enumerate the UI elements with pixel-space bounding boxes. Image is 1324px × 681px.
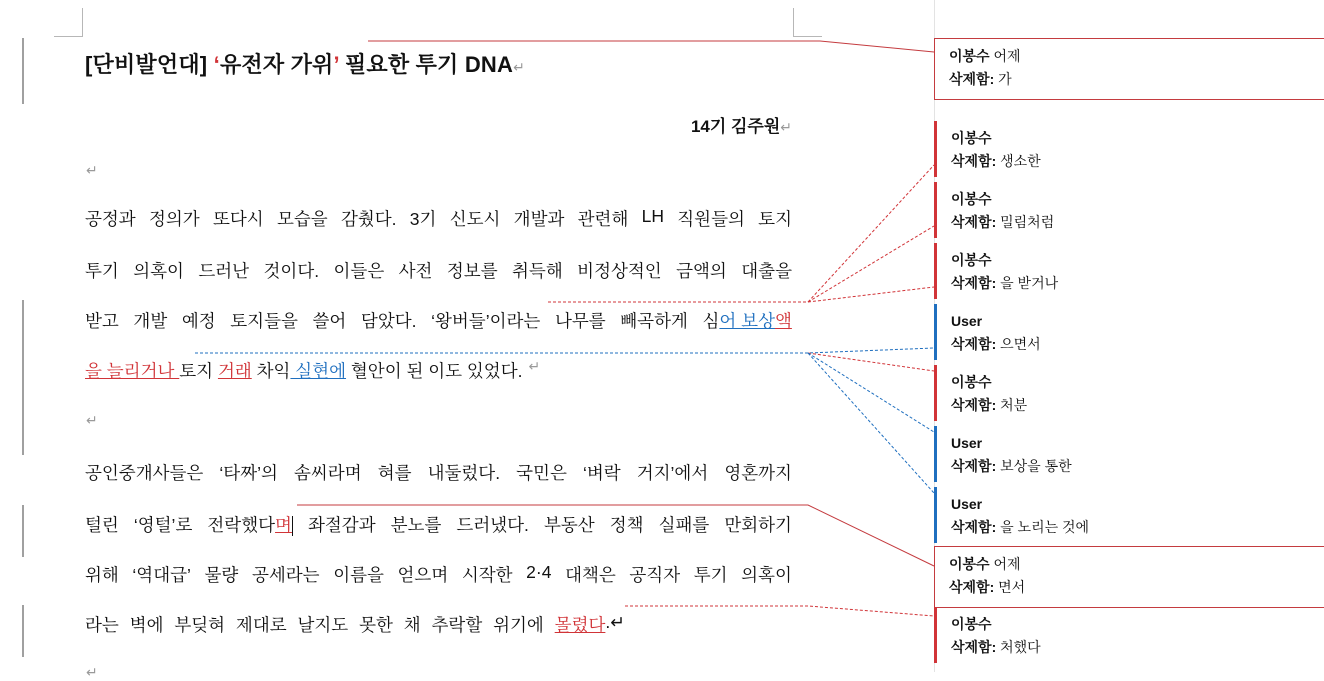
comment-author: User	[951, 435, 983, 451]
word: 비정상적인	[577, 261, 662, 281]
word: 정보를	[446, 261, 498, 281]
comment-author: 이봉수	[951, 191, 992, 207]
word: 담았다.	[360, 311, 417, 331]
text-line[interactable]	[85, 460, 792, 485]
word: ‘왕버들’이라는	[431, 311, 541, 331]
word: 정의가	[148, 209, 200, 229]
empty-paragraph-mark: ↵	[86, 412, 98, 428]
deleted-label: 삭제함:	[951, 639, 997, 655]
comment-header	[951, 371, 1324, 394]
comment-author: 이봉수	[951, 130, 992, 146]
word: 또다시	[212, 209, 264, 229]
comment-author: 이봉수	[951, 616, 992, 632]
word: 전락했다며	[207, 515, 292, 535]
word: 투기	[85, 261, 119, 281]
word: 분노를	[390, 515, 442, 535]
word: 국민은	[516, 463, 567, 483]
word: 의혹이	[741, 565, 792, 585]
word: 금액의	[676, 261, 727, 281]
text-line[interactable]	[85, 258, 792, 283]
change-bar	[22, 300, 24, 455]
comment-balloon[interactable]	[934, 38, 1324, 100]
insertion-red: 을 늘리거나	[85, 361, 180, 381]
empty-paragraph-mark: ↵	[86, 162, 98, 178]
insertion-blue: 어 보상	[719, 311, 775, 331]
comment-balloon[interactable]	[934, 487, 1324, 543]
empty-paragraph-mark: ↵	[86, 664, 98, 680]
comment-balloon[interactable]	[934, 426, 1324, 482]
line-text: 차익	[251, 361, 291, 381]
author-name: 14기 김주원	[690, 117, 781, 136]
word: 토지	[758, 209, 792, 229]
line-end: .↵	[605, 612, 625, 632]
word: 2·4	[526, 562, 552, 582]
comment-balloon[interactable]	[934, 546, 1324, 608]
word: 받고	[85, 311, 119, 331]
page-corner-top-left	[54, 8, 83, 37]
word: 모습을	[276, 209, 328, 229]
text-cursor	[292, 516, 293, 536]
word: 드러냈다.	[456, 515, 529, 535]
word: ‘영털’로	[133, 515, 193, 535]
deleted-label: 삭제함:	[949, 71, 995, 87]
word: 공세라는	[251, 565, 320, 585]
line-text: 토지	[179, 361, 218, 381]
word: 시작한	[461, 565, 513, 585]
word: 만회하기	[724, 515, 792, 535]
comment-header	[951, 493, 1324, 516]
deleted-label: 삭제함:	[951, 153, 997, 169]
comment-header	[949, 553, 1324, 576]
word: ‘타짜’의	[219, 463, 278, 483]
deleted-text: 처분	[1000, 397, 1028, 413]
deleted-text: 밀림처럼	[1000, 214, 1055, 230]
word: 영혼까지	[724, 463, 792, 483]
word: 공정과	[85, 209, 136, 229]
comment-author: 이봉수	[951, 252, 992, 268]
comment-author: 이봉수	[951, 374, 992, 390]
comment-header	[949, 45, 1324, 68]
comment-header	[951, 188, 1324, 211]
word: 감췄다.	[340, 209, 397, 229]
insertion-red: 거래	[217, 361, 252, 381]
word: 혀를	[377, 463, 412, 483]
deleted-text: 처했다	[1000, 639, 1041, 655]
insertion-red: 액	[774, 311, 792, 331]
word: 관련해	[577, 209, 629, 229]
word: 공인중개사들은	[85, 463, 204, 483]
deleted-label: 삭제함:	[949, 579, 995, 595]
word: ‘역대급’	[132, 565, 191, 585]
word: 대책은	[565, 565, 616, 585]
title-suffix: 필요한 투기 DNA	[339, 52, 514, 77]
comment-body	[951, 272, 1324, 295]
title-word: 유전자 가위	[219, 52, 334, 77]
word: 3기	[409, 209, 437, 229]
title-prefix: [단비발언대]	[85, 52, 214, 77]
comment-balloon[interactable]	[934, 304, 1324, 360]
comment-author: 이봉수	[949, 556, 990, 572]
comment-time: 어제	[993, 556, 1021, 572]
word: 사전	[398, 261, 433, 281]
comment-author: User	[951, 496, 983, 512]
word: 얻으며	[397, 565, 449, 585]
comment-body	[951, 636, 1324, 659]
comment-body	[951, 211, 1324, 234]
word: 대출을	[741, 261, 792, 281]
text-line[interactable]	[85, 512, 792, 537]
comment-body	[951, 516, 1324, 539]
comment-body	[949, 68, 1324, 91]
deleted-text: 생소한	[1000, 153, 1041, 169]
word: 토지들을	[230, 311, 298, 331]
word: 내둘렀다.	[427, 463, 501, 483]
insertion-red: 몰렸다	[554, 615, 606, 635]
comment-time: 어제	[993, 48, 1021, 64]
pilcrow: ↵	[528, 358, 541, 374]
comment-balloon[interactable]	[934, 607, 1324, 663]
comment-balloon[interactable]	[934, 365, 1324, 421]
text-line[interactable]	[85, 358, 792, 383]
word: 이름을	[333, 565, 384, 585]
change-bar	[22, 38, 24, 104]
comment-author: 이봉수	[949, 48, 990, 64]
deleted-label: 삭제함:	[951, 214, 997, 230]
word: 예정	[181, 311, 216, 331]
word: 취득해	[512, 261, 563, 281]
comment-body	[951, 333, 1324, 356]
document-title[interactable]	[85, 48, 525, 79]
deleted-text: 면서	[998, 579, 1026, 595]
page-corner-top-right	[793, 8, 822, 37]
insertion-red: 며	[275, 515, 292, 535]
word: 정책	[609, 515, 644, 535]
word: 개발과	[513, 209, 565, 229]
word: 의혹이	[133, 261, 184, 281]
text-line[interactable]	[85, 562, 792, 587]
comment-body	[951, 455, 1324, 478]
deleted-label: 삭제함:	[951, 519, 997, 535]
word: 이들은	[333, 261, 385, 281]
author-line[interactable]	[691, 112, 792, 137]
word: 물량	[204, 565, 239, 585]
word: 위해	[85, 565, 119, 585]
word: 신도시	[449, 209, 501, 229]
comment-author: User	[951, 313, 983, 329]
change-bar	[22, 505, 24, 557]
text-line[interactable]	[85, 206, 792, 231]
line-text: 라는 벽에 부딪혀 제대로 날지도 못한 채 추락할 위기에	[85, 615, 555, 635]
comment-header	[951, 613, 1324, 636]
word: 부동산	[543, 515, 595, 535]
deleted-label: 삭제함:	[951, 275, 997, 291]
deleted-text: 을 받거나	[1000, 275, 1059, 291]
word: 심어 보상액	[702, 311, 792, 331]
word: ‘벼락	[582, 463, 621, 483]
word: 직원들의	[677, 209, 745, 229]
deleted-label: 삭제함:	[951, 336, 997, 352]
word: 빼곡하게	[620, 311, 688, 331]
comment-balloon[interactable]	[934, 182, 1324, 238]
comment-header	[951, 249, 1324, 272]
word: 쓸어	[312, 311, 347, 331]
deleted-text: 을 노리는 것에	[1000, 519, 1090, 535]
line-text: 혈안이 된 이도 있었다.	[346, 361, 523, 381]
word: 실패를	[658, 515, 710, 535]
word: 거지’에서	[636, 463, 709, 483]
comment-balloon[interactable]	[934, 121, 1324, 177]
pilcrow: ↵	[513, 59, 526, 75]
word: 솜씨라며	[294, 463, 362, 483]
word: LH	[641, 206, 665, 226]
word: 것이다.	[263, 261, 320, 281]
comment-balloon[interactable]	[934, 243, 1324, 299]
comment-body	[949, 576, 1324, 599]
pilcrow: ↵	[780, 119, 792, 135]
comment-header	[951, 127, 1324, 150]
word: 공직자	[629, 565, 681, 585]
title-quote-close-insert: ’	[333, 52, 340, 77]
deleted-text: 보상을 통한	[1000, 458, 1072, 474]
insertion-blue: 실현에	[290, 361, 347, 381]
deleted-text: 가	[998, 71, 1012, 87]
comment-body	[951, 394, 1324, 417]
comment-header	[951, 310, 1324, 333]
text-line[interactable]	[85, 612, 792, 637]
deleted-text: 으면서	[1000, 336, 1041, 352]
text-line[interactable]	[85, 308, 792, 333]
word: 드러난	[198, 261, 250, 281]
comment-header	[951, 432, 1324, 455]
word: 좌절감과	[307, 515, 376, 535]
deleted-label: 삭제함:	[951, 458, 997, 474]
comment-body	[951, 150, 1324, 173]
title-quote-open-insert: ‘	[213, 52, 220, 77]
word: 투기	[693, 565, 728, 585]
deleted-label: 삭제함:	[951, 397, 997, 413]
change-bar	[22, 605, 24, 657]
word: 털린	[85, 515, 119, 535]
word: 개발	[133, 311, 168, 331]
word: 나무를	[554, 311, 606, 331]
